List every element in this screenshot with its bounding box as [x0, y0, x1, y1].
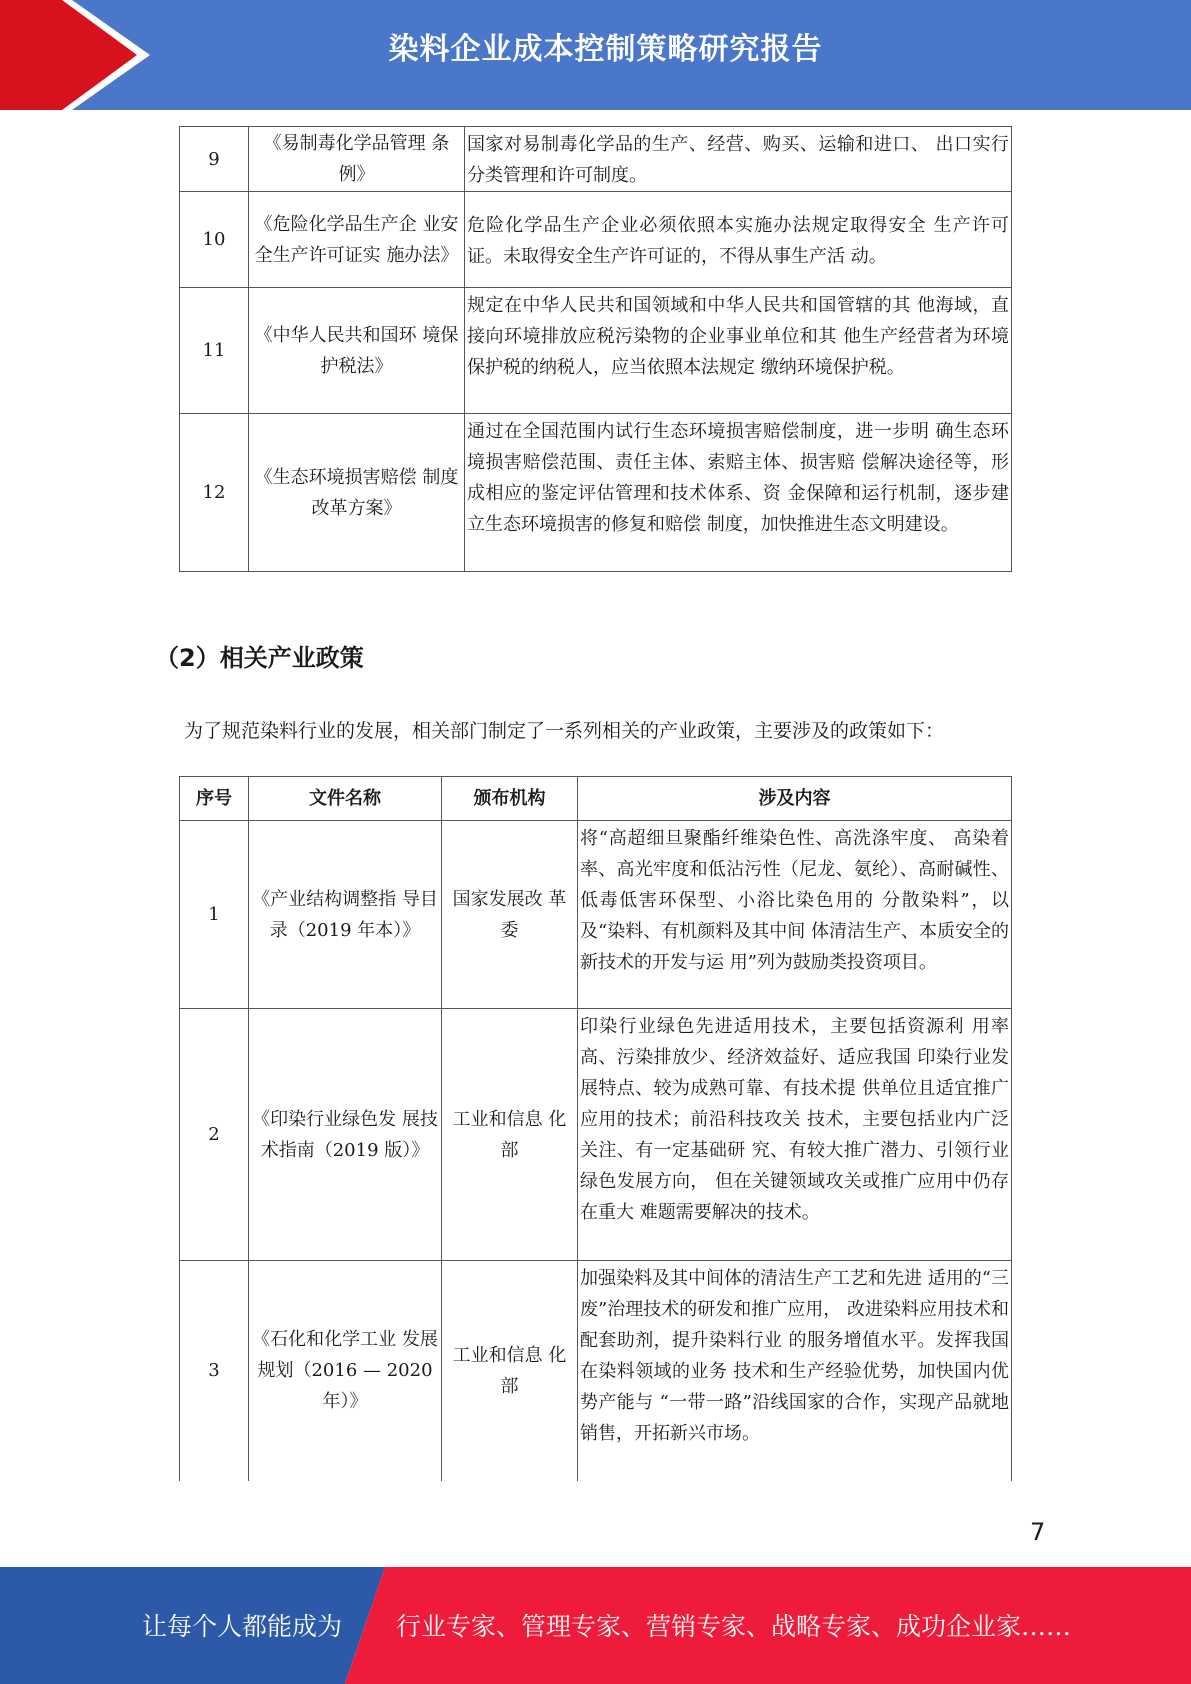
document-description: 国家对易制毒化学品的生产、经营、购买、运输和进口、 出口实行分类管理和许可制度。 [465, 127, 1012, 192]
column-header-document: 文件名称 [249, 777, 442, 821]
column-header-content: 涉及内容 [578, 777, 1012, 821]
page-header [0, 0, 1191, 110]
issuing-body: 工业和信息 化部 [442, 1261, 578, 1481]
document-name: 《印染行业绿色发 展技术指南（2019 版）》 [249, 1009, 442, 1261]
issuing-body: 国家发展改 革委 [442, 821, 578, 1009]
row-number: 3 [180, 1261, 249, 1481]
policy-content: 将“高超细旦聚酯纤维染色性、高洗涤牢度、 高染着率、高光牢度和低沾污性（尼龙、氨纶）、高耐碱性、低毒低害环保型、小浴比染色用的 分散染料”，以及“染料、有机颜料及其中间 体清洁生产、本质安全的新技术的开发与运 用”列为鼓励类投资项目。 [578, 821, 1012, 1009]
table-header-row [180, 777, 1012, 821]
document-name: 《产业结构调整指 导目录（2019 年本）》 [249, 821, 442, 1009]
table-row [180, 1009, 1012, 1261]
industry-policy-table [179, 776, 1012, 1481]
row-number: 2 [180, 1009, 249, 1261]
footer-slogan-right: 行业专家、管理专家、营销专家、战略专家、成功企业家…… [396, 1612, 1072, 1641]
document-description: 规定在中华人民共和国领域和中华人民共和国管辖的其 他海域，直接向环境排放应税污染物的企业事业单位和其 他生产经营者为环境保护税的纳税人，应当依照本法规定 缴纳环境保护税。 [465, 288, 1012, 414]
document-description: 通过在全国范围内试行生态环境损害赔偿制度，进一步明 确生态环境损害赔偿范围、责任主体、索赔主体、损害赔 偿解决途径等，形成相应的鉴定评估管理和技术体系、资 金保障和运行机制，逐步建立生态环境损害的修复和赔偿 制度，加快推进生态文明建设。 [465, 414, 1012, 572]
issuing-body: 工业和信息 化部 [442, 1009, 578, 1261]
document-name: 《生态环境损害赔偿 制度改革方案》 [249, 414, 465, 572]
regulations-table [179, 126, 1012, 572]
table-row [180, 1261, 1012, 1481]
row-number: 11 [180, 288, 249, 414]
document-name: 《石化和化学工业 发展规划（2016 — 2020 年）》 [249, 1261, 442, 1481]
table-row [180, 414, 1012, 572]
document-name: 《中华人民共和国环 境保护税法》 [249, 288, 465, 414]
row-number: 10 [180, 192, 249, 288]
document-description: 危险化学品生产企业必须依照本实施办法规定取得安全 生产许可证。未取得安全生产许可证的，不得从事生产活 动。 [465, 192, 1012, 288]
column-header-number: 序号 [180, 777, 249, 821]
section-intro-paragraph: 为了规范染料行业的发展，相关部门制定了一系列相关的产业政策，主要涉及的政策如下： [184, 720, 945, 742]
table-row [180, 192, 1012, 288]
header-title: 染料企业成本控制策略研究报告 [388, 32, 823, 67]
document-name: 《危险化学品生产企 业安全生产许可证实 施办法》 [249, 192, 465, 288]
table-row [180, 821, 1012, 1009]
row-number: 12 [180, 414, 249, 572]
column-header-issuer: 颁布机构 [442, 777, 578, 821]
table-row [180, 288, 1012, 414]
page-number: 7 [1030, 1518, 1046, 1546]
row-number: 9 [180, 127, 249, 192]
policy-content: 印染行业绿色先进适用技术，主要包括资源利 用率高、污染排放少、经济效益好、适应我国 印染行业发展特点、较为成熟可靠、有技术提 供单位且适宜推广应用的技术；前沿科技攻关 技术，主要包括业内广泛关注、有一定基础研 究、有较大推广潜力、引领行业绿色发展方向， 但在关键领域攻关或推广应用中仍存在重大 难题需要解决的技术。 [578, 1009, 1012, 1261]
row-number: 1 [180, 821, 249, 1009]
table-row [180, 127, 1012, 192]
footer-slogan-left: 让每个人都能成为 [142, 1612, 343, 1641]
page-footer [0, 1567, 1191, 1684]
policy-content: 加强染料及其中间体的清洁生产工艺和先进 适用的“三废”治理技术的研发和推广应用， 改进染料应用技术和配套助剂，提升染料行业 的服务增值水平。发挥我国在染料领域的业务 技术和生产经验优势，加快国内优势产能与 “一带一路”沿线国家的合作，实现产品就地 销售，开拓新兴市场。 [578, 1261, 1012, 1481]
document-name: 《易制毒化学品管理 条例》 [249, 127, 465, 192]
section-heading: （2）相关产业政策 [155, 644, 364, 672]
